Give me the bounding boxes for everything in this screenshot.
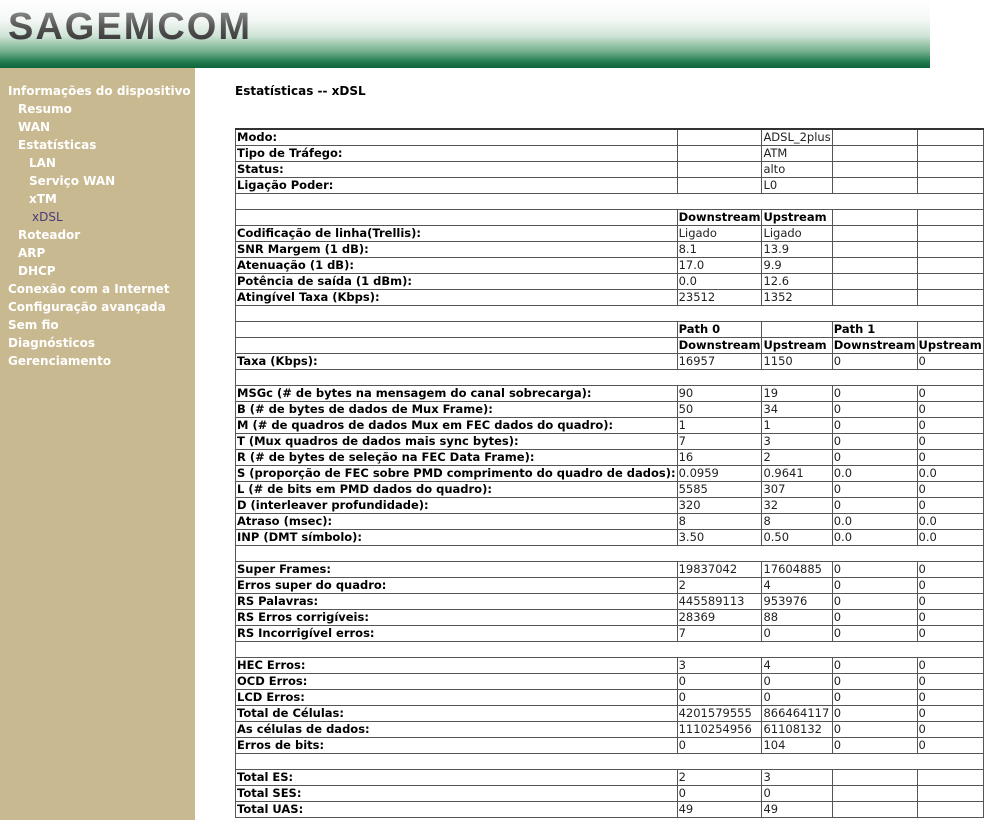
table-row bbox=[236, 450, 984, 466]
sidebar-item-dhcp[interactable]: DHCP bbox=[18, 264, 56, 278]
value-cell: 0 bbox=[917, 626, 983, 642]
table-row bbox=[236, 242, 984, 258]
table-row bbox=[236, 338, 984, 354]
table-row bbox=[236, 146, 984, 162]
value-cell: 4 bbox=[762, 658, 832, 674]
row-label: S (proporção de FEC sobre PMD comprimento do quadro de dados): bbox=[237, 466, 676, 480]
row-label: Status: bbox=[236, 162, 678, 178]
column-header: Path 0 bbox=[677, 322, 762, 338]
value-cell: 16 bbox=[677, 450, 762, 466]
value-cell: 0 bbox=[762, 786, 832, 802]
value-cell: 1110254956 bbox=[677, 722, 762, 738]
value-cell bbox=[917, 274, 983, 290]
row-label: Tipo de Tráfego: bbox=[236, 146, 678, 162]
value-cell bbox=[677, 129, 762, 146]
value-cell: 0 bbox=[832, 562, 917, 578]
row-label: T (Mux quadros de dados mais sync bytes): bbox=[236, 434, 678, 450]
value-cell: 32 bbox=[762, 498, 832, 514]
value-cell bbox=[832, 162, 917, 178]
value-cell: 104 bbox=[762, 738, 832, 754]
value-cell: 0 bbox=[832, 498, 917, 514]
value-cell: 12.6 bbox=[762, 274, 832, 290]
table-row bbox=[236, 386, 984, 402]
table-row bbox=[236, 210, 984, 226]
column-header: Upstream bbox=[762, 338, 832, 354]
table-row bbox=[236, 658, 984, 674]
value-cell: 0.0 bbox=[917, 466, 983, 482]
row-label: Erros de bits: bbox=[236, 738, 678, 754]
sidebar-item-servico-wan[interactable]: Serviço WAN bbox=[29, 174, 116, 188]
value-cell: 0 bbox=[917, 658, 983, 674]
value-cell: 0 bbox=[917, 450, 983, 466]
value-cell bbox=[677, 146, 762, 162]
value-cell bbox=[832, 786, 917, 802]
value-cell bbox=[677, 178, 762, 194]
value-cell: 90 bbox=[677, 386, 762, 402]
value-cell: 0 bbox=[917, 418, 983, 434]
value-cell bbox=[917, 178, 983, 194]
table-row bbox=[236, 706, 984, 722]
value-cell: 0.0 bbox=[832, 466, 917, 482]
row-label: LCD Erros: bbox=[236, 690, 678, 706]
table-row bbox=[236, 690, 984, 706]
sidebar-item-conexao-com-a-internet[interactable]: Conexão com a Internet bbox=[8, 282, 170, 296]
value-cell: 0 bbox=[762, 626, 832, 642]
value-cell: 0 bbox=[917, 706, 983, 722]
value-cell: 445589113 bbox=[677, 594, 762, 610]
spacer-cell bbox=[236, 370, 984, 386]
sidebar-item-lan[interactable]: LAN bbox=[29, 156, 56, 170]
value-cell: 0 bbox=[917, 722, 983, 738]
value-cell: 0 bbox=[917, 578, 983, 594]
table-row bbox=[236, 482, 984, 498]
table-row bbox=[236, 786, 984, 802]
spacer-cell bbox=[236, 306, 984, 322]
value-cell: 2 bbox=[677, 578, 762, 594]
table-row bbox=[236, 514, 984, 530]
row-label: L (# de bits em PMD dados do quadro): bbox=[236, 482, 678, 498]
value-cell bbox=[832, 146, 917, 162]
spacer-cell bbox=[236, 194, 984, 210]
value-cell: 0 bbox=[917, 562, 983, 578]
value-cell: 49 bbox=[677, 802, 762, 818]
value-cell: 8 bbox=[762, 514, 832, 530]
value-cell: 0 bbox=[832, 418, 917, 434]
value-cell bbox=[917, 802, 983, 818]
value-cell: 61108132 bbox=[762, 722, 832, 738]
row-label: B (# de bytes de dados de Mux Frame): bbox=[236, 402, 678, 418]
value-cell bbox=[677, 162, 762, 178]
row-label: Atraso (msec): bbox=[236, 514, 678, 530]
table-row bbox=[236, 738, 984, 754]
sidebar-item-configuracao-avancada[interactable]: Configuração avançada bbox=[8, 300, 166, 314]
value-cell: 0 bbox=[832, 578, 917, 594]
value-cell: 0 bbox=[917, 594, 983, 610]
value-cell: 4 bbox=[762, 578, 832, 594]
sidebar bbox=[0, 68, 195, 820]
value-cell: 866464117 bbox=[762, 706, 832, 722]
value-cell: 13.9 bbox=[762, 242, 832, 258]
table-row bbox=[236, 802, 984, 818]
value-cell: 3 bbox=[677, 658, 762, 674]
value-cell: 3 bbox=[762, 770, 832, 786]
value-cell: 0.0 bbox=[917, 530, 983, 546]
sagemcom-logo bbox=[6, 6, 296, 50]
value-cell bbox=[832, 274, 917, 290]
value-cell bbox=[832, 129, 917, 146]
value-cell: 0 bbox=[917, 402, 983, 418]
value-cell: 0.50 bbox=[762, 530, 832, 546]
value-cell: alto bbox=[762, 162, 832, 178]
row-label: D (interleaver profundidade): bbox=[236, 498, 678, 514]
row-label bbox=[236, 210, 678, 226]
column-header: Downstream bbox=[678, 338, 761, 352]
sidebar-item-roteador[interactable]: Roteador bbox=[18, 228, 81, 242]
table-row bbox=[236, 322, 984, 338]
row-label: RS Palavras: bbox=[236, 594, 678, 610]
value-cell bbox=[832, 178, 917, 194]
value-cell: 0 bbox=[677, 738, 762, 754]
value-cell: 0 bbox=[832, 722, 917, 738]
value-cell: 50 bbox=[677, 402, 762, 418]
value-cell bbox=[917, 146, 983, 162]
value-cell: 0 bbox=[762, 690, 832, 706]
value-cell: 0 bbox=[832, 450, 917, 466]
value-cell: 0 bbox=[832, 690, 917, 706]
value-cell: 19 bbox=[762, 386, 832, 402]
row-label: Total SES: bbox=[236, 786, 678, 802]
sidebar-item-estatisticas[interactable]: Estatísticas bbox=[18, 138, 97, 152]
column-header bbox=[762, 322, 832, 338]
value-cell: 1 bbox=[677, 418, 762, 434]
value-cell: 1 bbox=[762, 418, 832, 434]
value-cell: 0 bbox=[832, 658, 917, 674]
header-banner bbox=[0, 0, 930, 68]
row-label: INP (DMT símbolo): bbox=[236, 530, 678, 546]
value-cell bbox=[917, 258, 983, 274]
table-row bbox=[236, 178, 984, 194]
value-cell: 0 bbox=[917, 386, 983, 402]
sidebar-item-arp[interactable]: ARP bbox=[18, 246, 46, 260]
value-cell bbox=[917, 129, 983, 146]
table-row bbox=[236, 226, 984, 242]
value-cell: Ligado bbox=[677, 226, 762, 242]
value-cell: 0.0959 bbox=[677, 466, 762, 482]
value-cell: 0 bbox=[677, 674, 762, 690]
sidebar-item-diagnosticos[interactable]: Diagnósticos bbox=[8, 336, 96, 350]
value-cell: L0 bbox=[762, 178, 832, 194]
value-cell: 0 bbox=[917, 354, 983, 370]
value-cell bbox=[832, 802, 917, 818]
row-label: RS Incorrigível erros: bbox=[236, 626, 678, 642]
value-cell: 2 bbox=[677, 770, 762, 786]
logo-text: SAGEMCOM bbox=[8, 6, 252, 48]
sidebar-item-gerenciamento[interactable]: Gerenciamento bbox=[8, 354, 112, 368]
row-label: Taxa (Kbps): bbox=[236, 354, 678, 370]
value-cell bbox=[917, 290, 983, 306]
row-label: MSGc (# de bytes na mensagem do canal sobrecarga): bbox=[236, 386, 678, 402]
column-header: Upstream bbox=[762, 210, 832, 226]
row-label: Codificação de linha(Trellis): bbox=[236, 226, 678, 242]
spacer-cell bbox=[236, 754, 984, 770]
value-cell: 0.0 bbox=[832, 530, 917, 546]
spacer-row bbox=[236, 194, 984, 210]
value-cell: 1150 bbox=[762, 354, 832, 370]
value-cell: 0 bbox=[677, 690, 762, 706]
value-cell: 0 bbox=[832, 386, 917, 402]
table-row bbox=[236, 674, 984, 690]
value-cell: 7 bbox=[677, 434, 762, 450]
value-cell bbox=[917, 226, 983, 242]
spacer-row bbox=[236, 370, 984, 386]
value-cell: 17604885 bbox=[762, 562, 832, 578]
spacer-row bbox=[236, 546, 984, 562]
xdsl-stats-table bbox=[235, 128, 984, 818]
value-cell: 0 bbox=[917, 674, 983, 690]
value-cell: 0 bbox=[917, 610, 983, 626]
value-cell: 0.0 bbox=[677, 274, 762, 290]
table-row bbox=[236, 162, 984, 178]
table-row bbox=[236, 290, 984, 306]
value-cell: 23512 bbox=[677, 290, 762, 306]
row-label: Ligação Poder: bbox=[236, 178, 678, 194]
value-cell: 0 bbox=[917, 738, 983, 754]
value-cell: 0 bbox=[832, 706, 917, 722]
spacer-row bbox=[236, 754, 984, 770]
value-cell bbox=[832, 226, 917, 242]
table-row bbox=[236, 610, 984, 626]
row-label: Atingível Taxa (Kbps): bbox=[236, 290, 678, 306]
value-cell: 3 bbox=[762, 434, 832, 450]
row-label: Atenuação (1 dB): bbox=[236, 258, 678, 274]
value-cell: 28369 bbox=[677, 610, 762, 626]
column-header: Upstream bbox=[918, 338, 982, 352]
value-cell: 0 bbox=[832, 354, 917, 370]
value-cell: 3.50 bbox=[677, 530, 762, 546]
row-label: Total UAS: bbox=[236, 802, 678, 818]
table-row bbox=[236, 626, 984, 642]
value-cell: 0 bbox=[832, 626, 917, 642]
value-cell: ATM bbox=[762, 146, 832, 162]
row-label: Total de Células: bbox=[236, 706, 678, 722]
row-label: RS Erros corrigíveis: bbox=[236, 610, 678, 626]
value-cell bbox=[832, 290, 917, 306]
row-label: R (# de bytes de seleção na FEC Data Frame): bbox=[236, 450, 678, 466]
value-cell bbox=[917, 162, 983, 178]
row-label: Modo: bbox=[236, 129, 678, 146]
value-cell: 0 bbox=[917, 482, 983, 498]
value-cell: 0 bbox=[832, 674, 917, 690]
spacer-cell bbox=[236, 546, 984, 562]
value-cell: 4201579555 bbox=[677, 706, 762, 722]
value-cell: 307 bbox=[762, 482, 832, 498]
value-cell: 34 bbox=[762, 402, 832, 418]
table-row bbox=[236, 722, 984, 738]
table-row bbox=[236, 434, 984, 450]
value-cell bbox=[832, 770, 917, 786]
column-header bbox=[832, 210, 917, 226]
value-cell: 0 bbox=[832, 594, 917, 610]
value-cell: ADSL_2plus bbox=[763, 130, 831, 144]
value-cell: 0 bbox=[832, 738, 917, 754]
sidebar-item-wan[interactable]: WAN bbox=[18, 120, 51, 134]
value-cell: 2 bbox=[762, 450, 832, 466]
value-cell: 320 bbox=[677, 498, 762, 514]
row-label: M (# de quadros de dados Mux em FEC dados do quadro): bbox=[236, 418, 678, 434]
page-title: Estatísticas -- xDSL bbox=[235, 84, 366, 98]
table-row bbox=[236, 274, 984, 290]
value-cell: 0.0 bbox=[917, 514, 983, 530]
row-label: SNR Margem (1 dB): bbox=[236, 242, 678, 258]
row-label bbox=[236, 338, 678, 354]
value-cell: 0.0 bbox=[832, 514, 917, 530]
row-label: Erros super do quadro: bbox=[236, 578, 678, 594]
value-cell bbox=[917, 242, 983, 258]
value-cell: 8.1 bbox=[677, 242, 762, 258]
row-label: As células de dados: bbox=[236, 722, 678, 738]
sidebar-item-xtm[interactable]: xTM bbox=[29, 192, 57, 206]
value-cell: 0 bbox=[762, 674, 832, 690]
table-row bbox=[236, 418, 984, 434]
value-cell: 0 bbox=[832, 402, 917, 418]
spacer-row bbox=[236, 642, 984, 658]
value-cell: 0.9641 bbox=[762, 466, 832, 482]
table-row bbox=[236, 129, 984, 146]
table-row bbox=[236, 562, 984, 578]
value-cell: 0 bbox=[832, 610, 917, 626]
table-row bbox=[236, 402, 984, 418]
value-cell: 1352 bbox=[762, 290, 832, 306]
value-cell: 953976 bbox=[762, 594, 832, 610]
sidebar-item-xdsl[interactable]: xDSL bbox=[32, 210, 63, 224]
value-cell: 0 bbox=[832, 482, 917, 498]
row-label: Total ES: bbox=[236, 770, 678, 786]
value-cell: 0 bbox=[832, 434, 917, 450]
value-cell bbox=[832, 242, 917, 258]
table-row bbox=[236, 578, 984, 594]
value-cell: 5585 bbox=[677, 482, 762, 498]
value-cell: 9.9 bbox=[762, 258, 832, 274]
sidebar-item-informacoes-do-dispositivo[interactable]: Informações do dispositivo bbox=[8, 84, 191, 98]
table-row bbox=[236, 594, 984, 610]
spacer-row bbox=[236, 306, 984, 322]
row-label: OCD Erros: bbox=[236, 674, 678, 690]
value-cell: 17.0 bbox=[677, 258, 762, 274]
sidebar-item-sem-fio[interactable]: Sem fio bbox=[8, 318, 59, 332]
column-header: Path 1 bbox=[832, 322, 917, 338]
table-row bbox=[236, 258, 984, 274]
row-label bbox=[236, 322, 678, 338]
table-row bbox=[236, 466, 984, 482]
value-cell bbox=[832, 258, 917, 274]
value-cell: 0 bbox=[677, 786, 762, 802]
value-cell: 19837042 bbox=[677, 562, 762, 578]
spacer-cell bbox=[236, 642, 984, 658]
value-cell: 7 bbox=[677, 626, 762, 642]
value-cell: 0 bbox=[917, 498, 983, 514]
value-cell: 0 bbox=[917, 690, 983, 706]
row-label: Super Frames: bbox=[236, 562, 678, 578]
column-header: Downstream bbox=[833, 338, 916, 352]
value-cell: 0 bbox=[917, 434, 983, 450]
table-row bbox=[236, 354, 984, 370]
value-cell: 49 bbox=[762, 802, 832, 818]
value-cell: 88 bbox=[762, 610, 832, 626]
value-cell: 8 bbox=[677, 514, 762, 530]
row-label: HEC Erros: bbox=[236, 658, 678, 674]
table-row bbox=[236, 498, 984, 514]
table-row bbox=[236, 770, 984, 786]
value-cell bbox=[917, 786, 983, 802]
table-row bbox=[236, 530, 984, 546]
sidebar-item-resumo[interactable]: Resumo bbox=[18, 102, 72, 116]
value-cell: Ligado bbox=[762, 226, 832, 242]
value-cell bbox=[917, 770, 983, 786]
value-cell: 16957 bbox=[677, 354, 762, 370]
column-header bbox=[917, 322, 983, 338]
row-label: Potência de saída (1 dBm): bbox=[236, 274, 678, 290]
column-header bbox=[917, 210, 983, 226]
column-header: Downstream bbox=[678, 210, 761, 224]
